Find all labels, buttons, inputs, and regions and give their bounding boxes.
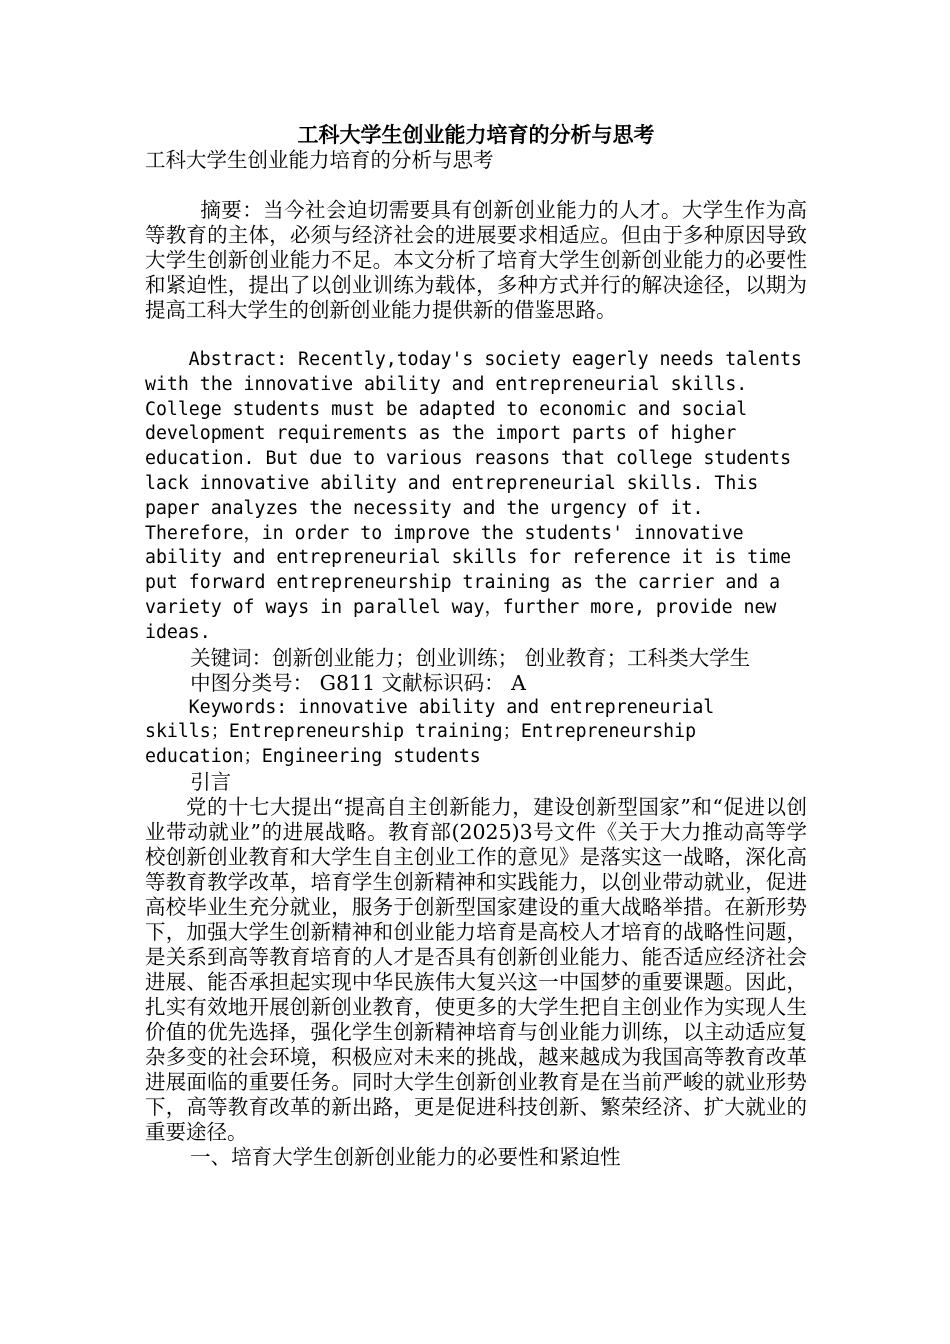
- document-subtitle: 工科大学生创业能力培育的分析与思考: [145, 148, 494, 172]
- abstract-chinese: 摘要：当今社会迫切需要具有创新创业能力的人才。大学生作为高等教育的主体，必须与经济社会的进展要求相适应。但由于多种原因导致大学生创新创业能力不足。本文分析了培育大学生创新创业能力的必要性和紧迫性，提出了以创业训练为载体，多种方式并行的解决途径，以期为提高工科大学生的创新创业能力提供新的借鉴思路。: [145, 198, 807, 322]
- abstract-english: Abstract: Recently,today's society eagerly needs talents with the innovative ability and entrepreneurial skills. College students must be adapted to economic and social development requirements as the import parts of higher education. But due to various reasons that college students lack innovative ability and entrepreneurial skills. This paper analyzes the necessity and the urgency of it. Therefore，in order to improve the students' innovative ability and entrepreneurial skills for reference it is time put forward entrepreneurship training as the carrier and a variety of ways in parallel way，further more, provide new ideas.: [145, 349, 802, 643]
- document-title: 工科大学生创业能力培育的分析与思考: [297, 122, 655, 147]
- keywords-english: Keywords: innovative ability and entrepreneurial skills；Entrepreneurship training；Entrepreneurship education；Engineering students: [145, 696, 715, 768]
- intro-heading: 引言: [190, 769, 232, 794]
- document-body: [145, 122, 807, 1170]
- keywords-chinese: 关键词：创新创业能力；创业训练； 创业教育；工科类大学生: [190, 645, 751, 670]
- section-1-heading: 一、培育大学生创新创业能力的必要性和紧迫性: [190, 1144, 621, 1169]
- classification-line: 中图分类号： G811 文献标识码： A: [190, 670, 526, 695]
- intro-paragraph: 党的十七大提出“提高自主创新能力，建设创新型国家”和“促进以创业带动就业”的进展战略。教育部(2025)3号文件《关于大力推动高等学校创新创业教育和大学生自主创业工作的意见》是落实这一战略，深化高等教育教学改革，培育学生创新精神和实践能力，以创业带动就业，促进高校毕业生充分就业，服务于创新型国家建设的重大战略举措。在新形势下，加强大学生创新精神和创业能力培育是高校人才培育的战略性问题，是关系到高等教育培育的人才是否具有创新创业能力、能否适应经济社会进展、能否承担起实现中华民族伟大复兴这一中国梦的重要课题。因此，扎实有效地开展创新创业教育，使更多的大学生把自主创业作为实现人生价值的优先选择，强化学生创新精神培育与创业能力训练，以主动适应复杂多变的社会环境，积极应对未来的挑战，越来越成为我国高等教育改革进展面临的重要任务。同时大学生创新创业教育是在当前严峻的就业形势下，高等教育改革的新出路，更是促进科技创新、繁荣经济、扩大就业的重要途径。: [145, 794, 807, 1144]
